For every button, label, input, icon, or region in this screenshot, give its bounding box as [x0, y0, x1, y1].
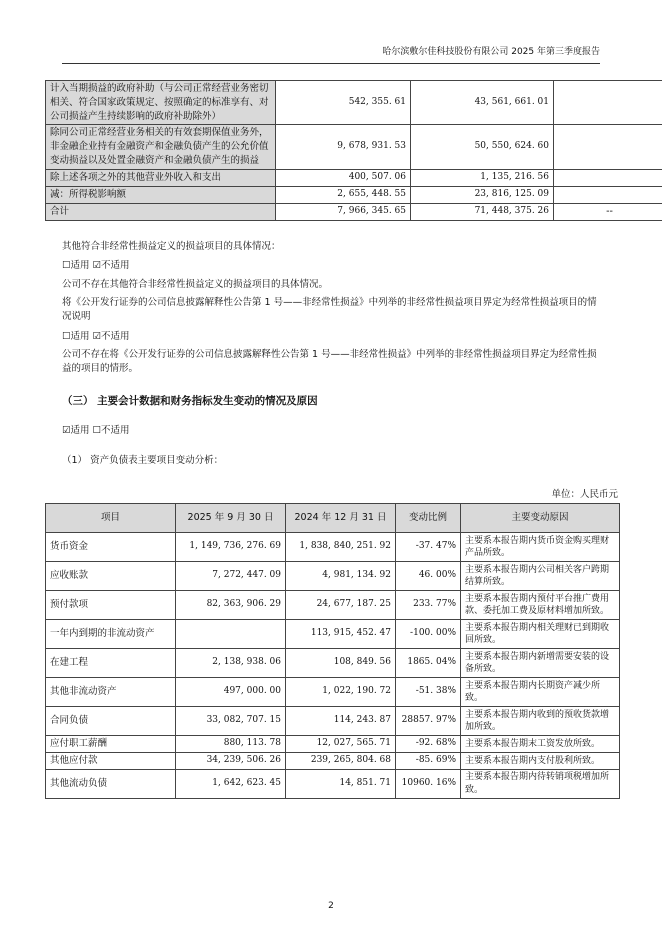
value-2024: 113, 915, 452. 47 — [286, 620, 396, 649]
value-2024: 239, 265, 804. 68 — [286, 752, 396, 769]
table-row — [46, 752, 620, 769]
table-row — [46, 125, 662, 169]
value-2024: 1, 838, 840, 251. 92 — [286, 533, 396, 562]
item-name: 一年内到期的非流动资产 — [46, 620, 176, 649]
value-2025: 82, 363, 906. 29 — [176, 591, 286, 620]
row-item-label: 除上述各项之外的其他营业外收入和支出 — [46, 169, 276, 186]
note-cell — [554, 169, 662, 186]
value-2025: 2, 138, 938. 06 — [176, 649, 286, 678]
table-row-total — [46, 203, 662, 220]
ytd-value: 71, 448, 375. 26 — [411, 203, 554, 220]
header-divider — [62, 63, 600, 64]
table-row — [46, 620, 620, 649]
table-row — [46, 736, 620, 753]
change-reason: 主要系本报告期内新增需要安装的设备所致。 — [461, 649, 620, 678]
column-header: 2024 年 12 月 31 日 — [286, 504, 396, 533]
item-name: 其他流动负债 — [46, 769, 176, 798]
change-reason: 主要系本报告期内货币资金购买理财产品所致。 — [461, 533, 620, 562]
change-ratio: -37. 47% — [396, 533, 461, 562]
table-row — [46, 707, 620, 736]
change-ratio: 28857. 97% — [396, 707, 461, 736]
table-row — [46, 591, 620, 620]
column-header: 变动比例 — [396, 504, 461, 533]
column-header: 主要变动原因 — [461, 504, 620, 533]
value-2024: 1, 022, 190. 72 — [286, 678, 396, 707]
row-item-label: 除同公司正常经营业务相关的有效套期保值业务外，非金融企业持有金融资产和金融负债产生的公允价值变动损益以及处置金融资产和金融负债产生的损益 — [46, 125, 276, 169]
value-2024: 4, 981, 134. 92 — [286, 562, 396, 591]
nonrecurring-items-table — [45, 80, 662, 221]
change-ratio: -100. 00% — [396, 620, 461, 649]
value-2024: 24, 677, 187. 25 — [286, 591, 396, 620]
current-period-value: 7, 966, 345. 65 — [276, 203, 411, 220]
ytd-value: 1, 135, 216. 56 — [411, 169, 554, 186]
item-name: 其他非流动资产 — [46, 678, 176, 707]
item-name: 应付职工薪酬 — [46, 736, 176, 753]
table-row — [46, 81, 662, 125]
table-row — [46, 562, 620, 591]
table-header-row — [46, 504, 620, 533]
applicability-choice: ☐适用 ☑不适用 — [62, 331, 130, 342]
ytd-value: 43, 561, 661. 01 — [411, 81, 554, 125]
value-2025: 33, 082, 707. 15 — [176, 707, 286, 736]
table-row — [46, 169, 662, 186]
table-row — [46, 769, 620, 798]
item-name: 其他应付款 — [46, 752, 176, 769]
ytd-value: 23, 816, 125. 09 — [411, 186, 554, 203]
item-name: 在建工程 — [46, 649, 176, 678]
change-ratio: 1865. 04% — [396, 649, 461, 678]
row-item-label: 减：所得税影响额 — [46, 186, 276, 203]
value-2025: 7, 272, 447. 09 — [176, 562, 286, 591]
section-title: （三） 主要会计数据和财务指标发生变动的情况及原因 — [62, 395, 318, 407]
change-ratio: -51. 38% — [396, 678, 461, 707]
other-items-intro: 其他符合非经常性损益定义的损益项目的具体情况： — [62, 241, 281, 252]
balance-sheet-changes-table — [45, 503, 620, 799]
item-name: 合同负债 — [46, 707, 176, 736]
note-cell: -- — [554, 203, 662, 220]
change-ratio: -85. 69% — [396, 752, 461, 769]
current-period-value: 2, 655, 448. 55 — [276, 186, 411, 203]
column-header: 2025 年 9 月 30 日 — [176, 504, 286, 533]
item-name: 应收账款 — [46, 562, 176, 591]
value-2024: 14, 851. 71 — [286, 769, 396, 798]
applicability-choice: ☐适用 ☑不适用 — [62, 260, 130, 271]
change-reason: 主要系本报告期末工资发放所致。 — [461, 736, 620, 753]
currency-unit: 单位：人民币元 — [551, 489, 618, 500]
note-cell — [554, 125, 662, 169]
row-item-label: 计入当期损益的政府补助（与公司正常经营业务密切相关、符合国家政策规定、按照确定的标准享有、对公司损益产生持续影响的政府补助除外） — [46, 81, 276, 125]
change-ratio: 233. 77% — [396, 591, 461, 620]
value-2025 — [176, 620, 286, 649]
value-2024: 12, 027, 565. 71 — [286, 736, 396, 753]
change-reason: 主要系本报告期内预付平台推广费用款、委托加工费及原材料增加所致。 — [461, 591, 620, 620]
ytd-value: 50, 550, 624. 60 — [411, 125, 554, 169]
value-2025: 1, 642, 623. 45 — [176, 769, 286, 798]
change-reason: 主要系本报告期内收到的预收货款增加所致。 — [461, 707, 620, 736]
change-reason: 主要系本报告期内相关理财已到期收回所致。 — [461, 620, 620, 649]
table-row — [46, 678, 620, 707]
item-name: 预付款项 — [46, 591, 176, 620]
change-ratio: -92. 68% — [396, 736, 461, 753]
change-reason: 主要系本报告期内待转销项税增加所致。 — [461, 769, 620, 798]
other-items-statement: 公司不存在其他符合非经常性损益定义的损益项目的具体情况。 — [62, 279, 329, 290]
table-row — [46, 533, 620, 562]
note-cell — [554, 186, 662, 203]
note-cell — [554, 81, 662, 125]
value-2025: 1, 149, 736, 276. 69 — [176, 533, 286, 562]
column-header: 项目 — [46, 504, 176, 533]
applicability-choice: ☑适用 ☐不适用 — [62, 425, 130, 436]
value-2025: 880, 113. 78 — [176, 736, 286, 753]
change-ratio: 10960. 16% — [396, 769, 461, 798]
current-period-value: 400, 507. 06 — [276, 169, 411, 186]
page-number: 2 — [328, 901, 334, 911]
subsection-title: （1） 资产负债表主要项目变动分析： — [62, 455, 224, 466]
change-reason: 主要系本报告期内支付股利所致。 — [461, 752, 620, 769]
report-header-title: 哈尔滨敷尔佳科技股份有限公司 2025 年第三季度报告 — [382, 47, 600, 57]
current-period-value: 9, 678, 931. 53 — [276, 125, 411, 169]
value-2024: 108, 849. 56 — [286, 649, 396, 678]
reclassification-statement: 公司不存在将《公开发行证券的公司信息披露解释性公告第 1 号——非经常性损益》中列举的非经常性损益项目界定为经常性损益的项目的情形。 — [62, 349, 597, 374]
change-ratio: 46. 00% — [396, 562, 461, 591]
change-reason: 主要系本报告期内长期资产减少所致。 — [461, 678, 620, 707]
table-row — [46, 186, 662, 203]
change-reason: 主要系本报告期内公司相关客户跨期结算所致。 — [461, 562, 620, 591]
current-period-value: 542, 355. 61 — [276, 81, 411, 125]
value-2025: 497, 000. 00 — [176, 678, 286, 707]
value-2024: 114, 243. 87 — [286, 707, 396, 736]
table-row — [46, 649, 620, 678]
item-name: 货币资金 — [46, 533, 176, 562]
row-item-label: 合计 — [46, 203, 276, 220]
value-2025: 34, 239, 506. 26 — [176, 752, 286, 769]
reclassification-intro: 将《公开发行证券的公司信息披露解释性公告第 1 号——非经常性损益》中列举的非经常性损益项目界定为经常性损益项目的情况说明 — [62, 297, 597, 322]
